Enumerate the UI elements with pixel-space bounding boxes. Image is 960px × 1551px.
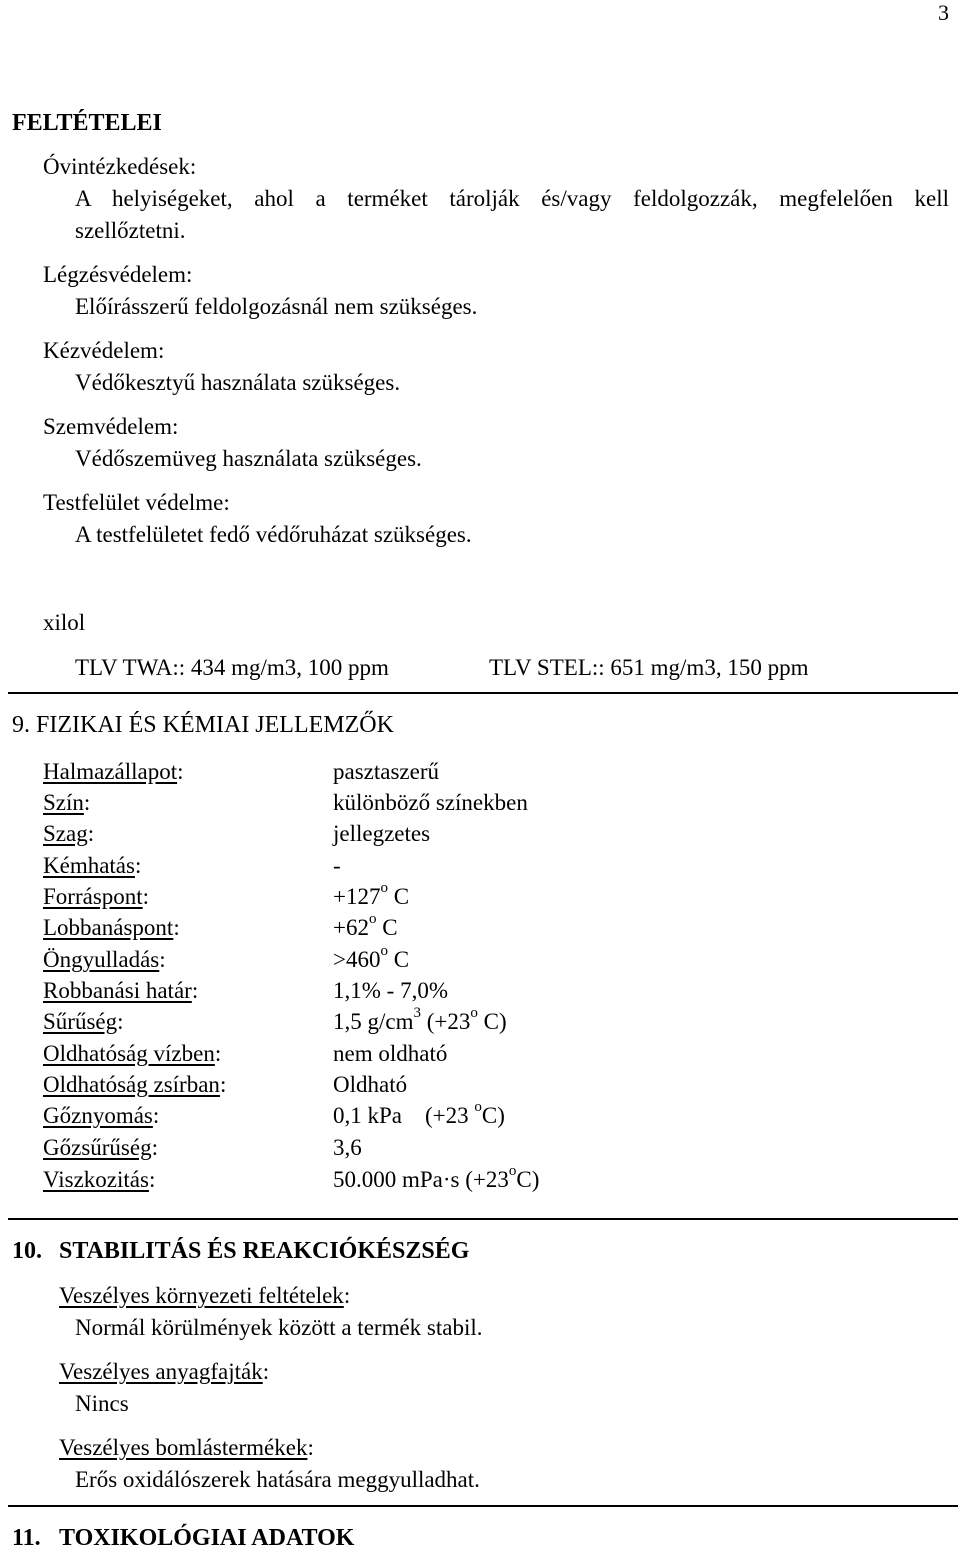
property-label: Gőznyomás: (43, 1103, 160, 1128)
property-value: $+127^o$ C (333, 880, 410, 909)
respiratory-protection-text: Előírásszerű feldolgozásnál nem szükséges. (75, 294, 478, 319)
property-label: Halmazállapot: (43, 759, 184, 784)
property-label: Lobbanáspont: (43, 915, 180, 940)
property-value: $>460^o$ C (333, 943, 410, 972)
property-label: Robbanási határ: (43, 978, 199, 1003)
hand-protection-text: Védőkesztyű használata szükséges. (75, 370, 401, 395)
property-label: Viszkozitás: (43, 1167, 156, 1192)
property-label: Gőzsűrűség: (43, 1135, 158, 1160)
hazardous-conditions-text: Normál körülmények között a termék stabil. (75, 1315, 483, 1340)
hazardous-decomposition-text: Erős oxidálószerek hatására meggyulladhat. (75, 1467, 480, 1492)
substance-name: xilol (43, 610, 86, 635)
property-label: Öngyulladás: (43, 947, 166, 972)
property-value: $+62^o$ C (333, 911, 398, 940)
eye-protection-text: Védőszemüveg használata szükséges. (75, 446, 422, 471)
page-number: 3 (938, 0, 949, 25)
respiratory-protection-label: Légzésvédelem: (43, 262, 193, 287)
property-value: 3,6 (333, 1135, 362, 1160)
property-label: Szag: (43, 821, 95, 846)
property-value: 1,1% - 7,0% (333, 978, 448, 1003)
section-divider (8, 1218, 958, 1220)
property-value: - (333, 853, 341, 878)
tlv-twa: TLV TWA:: 434 mg/m3, 100 ppm (75, 655, 389, 680)
precautions-text-line-2: szellőztetni. (75, 218, 186, 243)
precautions-text-line-1: A helyiségeket, ahol a terméket tárolják és/vagy feldolgozzák, megfelelően kell (75, 186, 949, 211)
body-protection-text: A testfelületet fedő védőruházat szükséges. (75, 522, 472, 547)
section-10-number: 10. (12, 1238, 42, 1264)
property-label: Oldhatóság vízben: (43, 1041, 222, 1066)
property-label: Forráspont: (43, 884, 150, 909)
property-label: Oldhatóság zsírban: (43, 1072, 227, 1097)
property-value: 50.000 mPa·s $(+23^oC)$ (333, 1163, 540, 1192)
property-label: Kémhatás: (43, 853, 142, 878)
property-label: Sűrűség: (43, 1009, 124, 1034)
eye-protection-label: Szemvédelem: (43, 414, 179, 439)
property-value: Oldható (333, 1072, 408, 1097)
property-value: pasztaszerű (333, 759, 439, 784)
property-label: Szín: (43, 790, 91, 815)
tlv-stel: TLV STEL:: 651 mg/m3, 150 ppm (489, 655, 809, 680)
property-value: jellegzetes (333, 821, 431, 846)
section-divider (8, 1505, 958, 1507)
hazardous-decomposition-label: Veszélyes bomlástermékek: (59, 1435, 314, 1460)
section-8-title: FELTÉTELEI (12, 110, 162, 136)
hazardous-conditions-label: Veszélyes környezeti feltételek: (59, 1283, 351, 1308)
body-protection-label: Testfelület védelme: (43, 490, 230, 515)
precautions-label: Óvintézkedések: (43, 154, 197, 179)
section-9-title: 9. FIZIKAI ÉS KÉMIAI JELLEMZŐK (12, 712, 394, 738)
property-value: 0,1 kPa (+23 $^o$C) (333, 1099, 505, 1128)
property-value: különböző színekben (333, 790, 528, 815)
section-10-title: STABILITÁS ÉS REAKCIÓKÉSZSÉG (59, 1238, 470, 1264)
property-value: nem oldható (333, 1041, 448, 1066)
hand-protection-label: Kézvédelem: (43, 338, 165, 363)
property-value: 1,5 $g/cm^3$ ($+23^o$ C) (333, 1005, 507, 1034)
section-divider (8, 692, 958, 694)
section-11-number: 11. (12, 1525, 41, 1551)
hazardous-materials-text: Nincs (75, 1391, 129, 1416)
section-11-title: TOXIKOLÓGIAI ADATOK (59, 1525, 355, 1551)
hazardous-materials-label: Veszélyes anyagfajták: (59, 1359, 270, 1384)
